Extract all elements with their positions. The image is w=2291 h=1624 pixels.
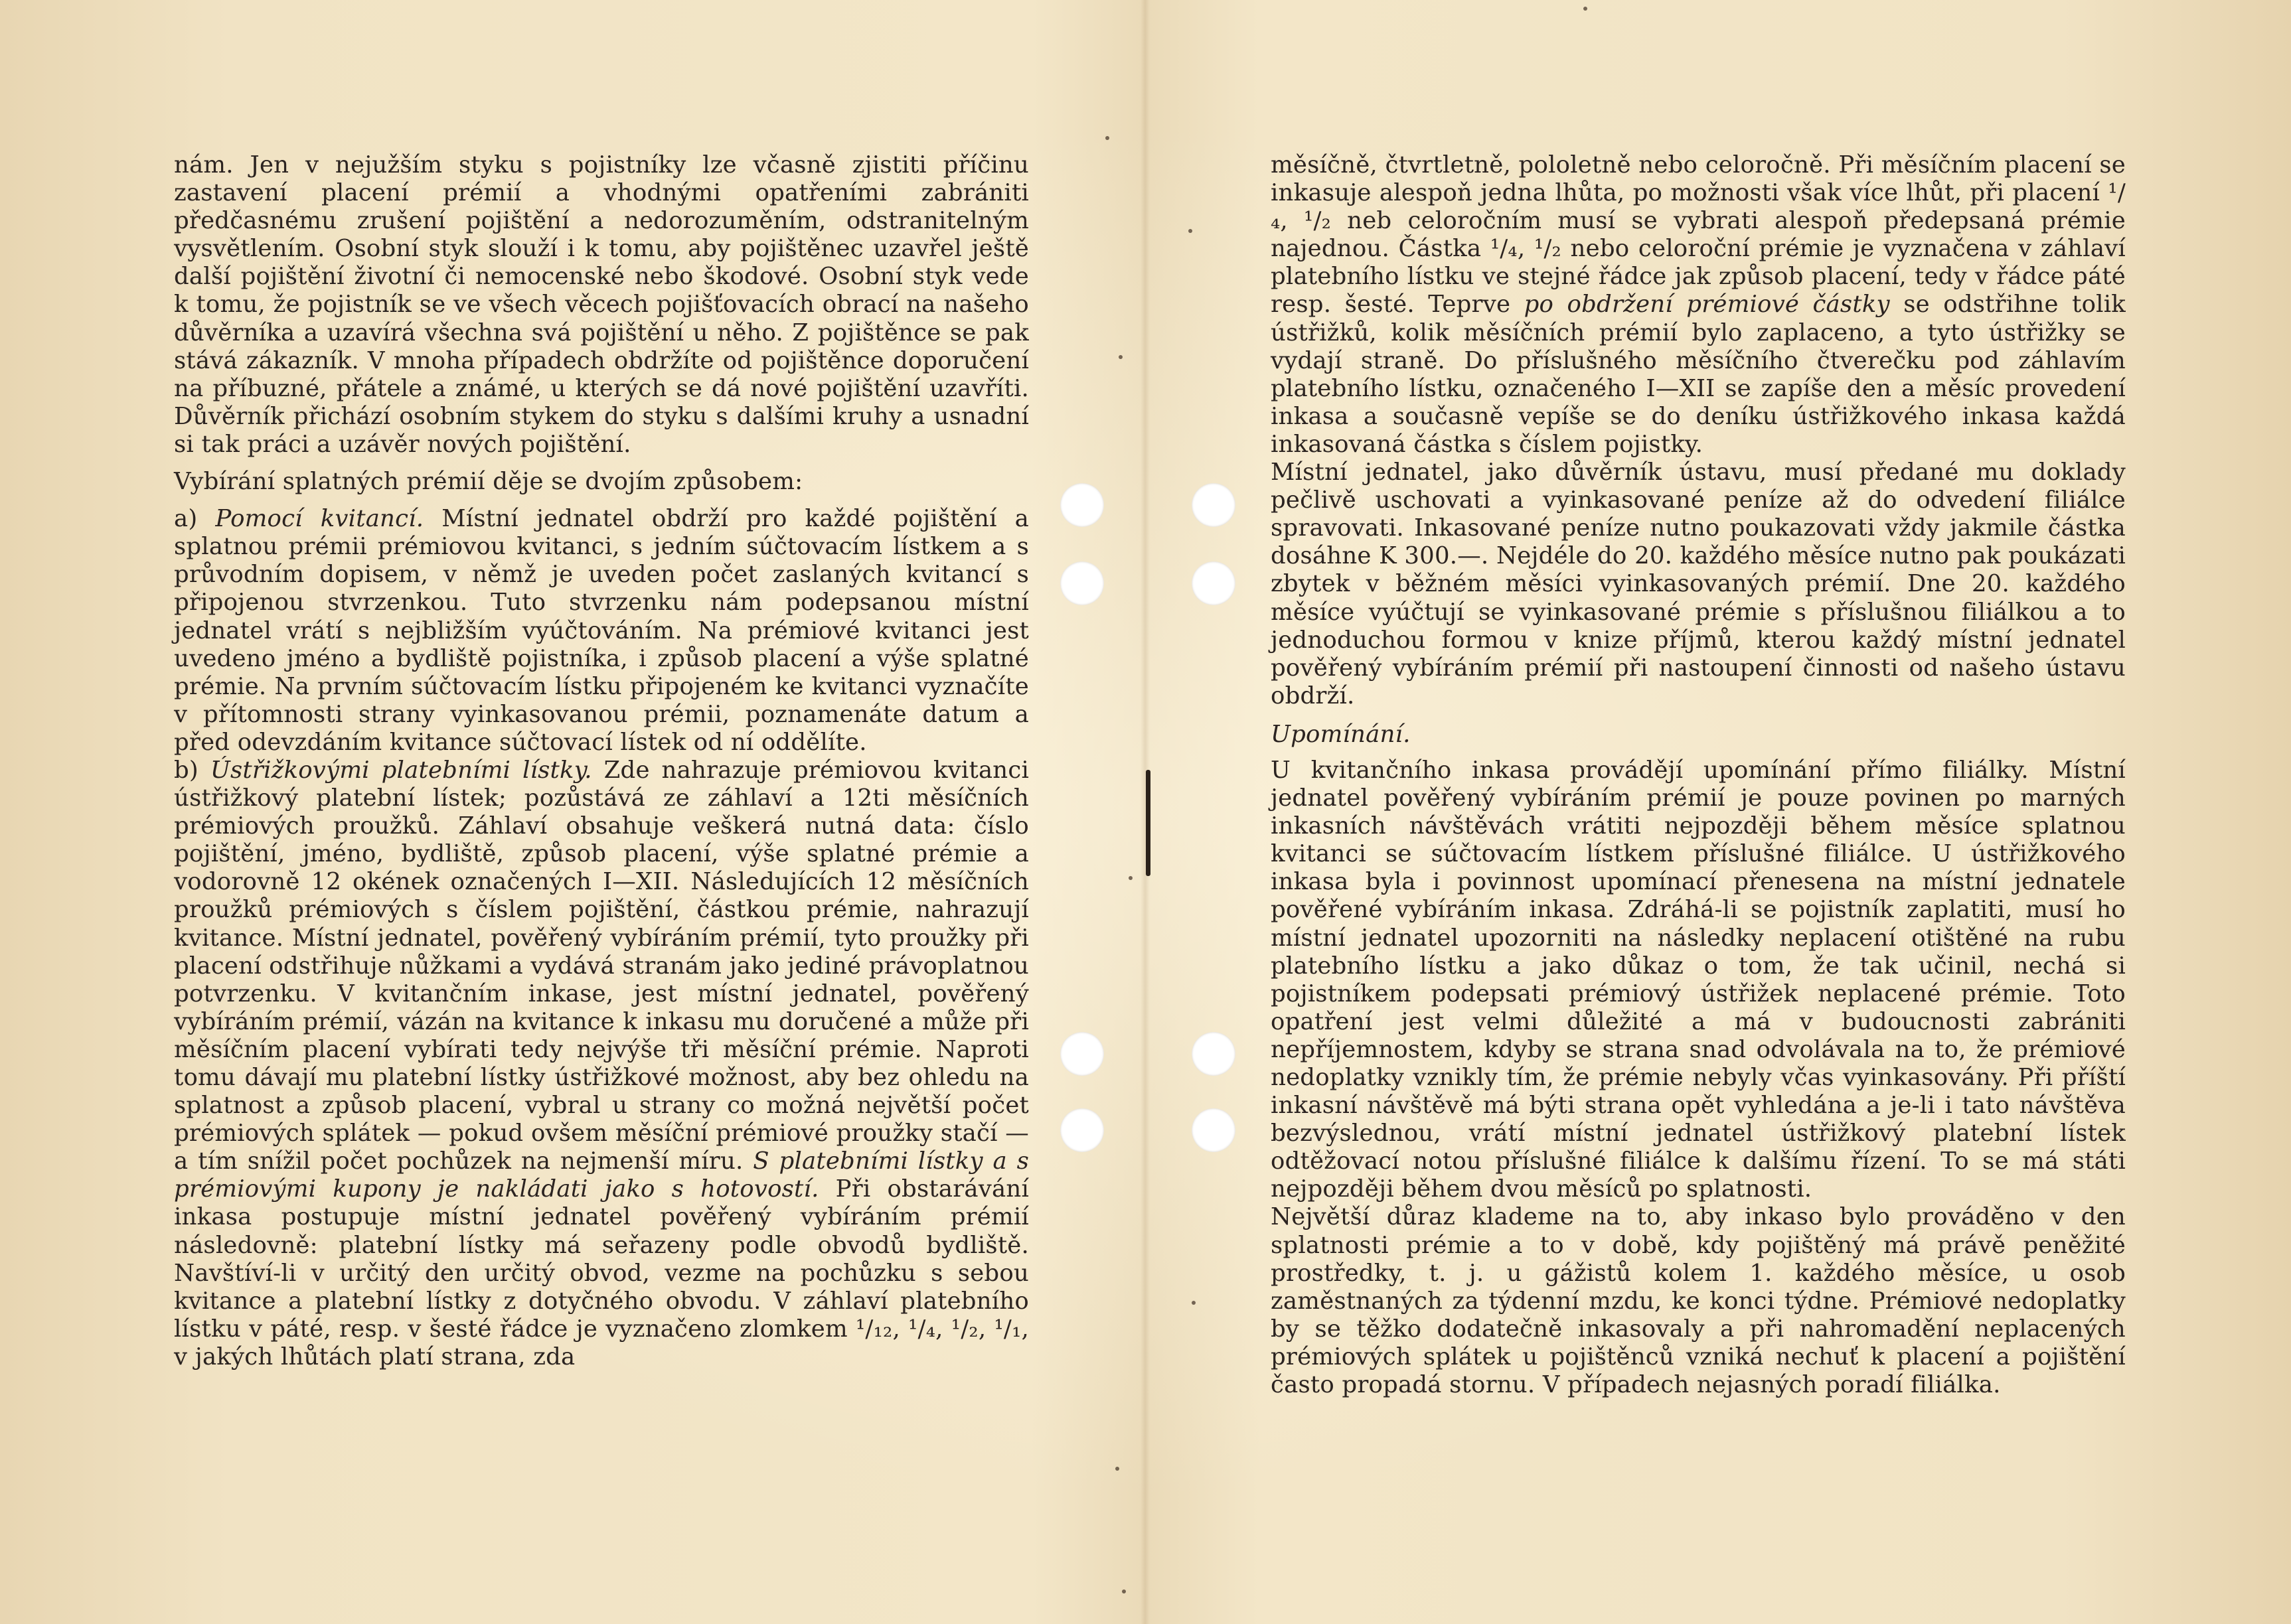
left-page-text: [174, 151, 1029, 1371]
item-b-label: b): [174, 756, 210, 784]
punch-hole: [1060, 1108, 1104, 1152]
punch-hole: [1060, 483, 1104, 527]
paper-speck: [1188, 229, 1192, 233]
punch-hole: [1060, 561, 1104, 605]
item-a-title: Pomocí kvitancí.: [215, 505, 424, 533]
paper-speck: [1583, 7, 1587, 11]
punch-hole: [1192, 1108, 1235, 1152]
punch-hole: [1192, 561, 1235, 605]
right-paragraph-1-b: se odstřihne tolik ústřižků, kolik měsíčních prémií bylo zaplaceno, a tyto ústřižky se vydají straně. Do příslušného měsíčního čtverečku pod záhlavím platebního lístku, označeného I—XII se zapíše den a měsíc provedení inkasa a současně vepíše se do deníku ústřižkového inkasa každá inkasovaná částka s číslem pojistky.: [1271, 291, 2126, 458]
left-paragraph-2: Vybírání splatných prémií děje se dvojím způsobem:: [174, 468, 803, 496]
paper-speck: [1115, 1467, 1119, 1471]
right-paragraph-1-em: po obdržení prémiové částky: [1524, 291, 1890, 319]
item-b: [174, 757, 1029, 1371]
right-paragraph-3: U kvitančního inkasa provádějí upomínání přímo filiálky. Místní jednatel pověřený vybíráním prémií je pouze povinen po marných inkasních návštěvách vrátiti nejpozději během měsíce splatnou kvitanci se súčtovacím lístkem příslušné filiálce. U ústřižkového inkasa byla i povinnost upomínací přenesena na místní jednatele pověřené vybíráním inkasa. Zdráhá-li se pojistník zaplatiti, musí ho místní jednatel upozorniti na následky neplacení otištěné na rubu platebního lístku a jako důkaz o tom, že tak učinil, nechá si pojistníkem podepsati prémiový ústřižek neplacené prémie. Toto opatření jest velmi důležité a má v budoucnosti zabrániti nepříjemnostem, kdyby se strana snad odvolávala na to, že prémiové nedoplatky vznikly tím, že prémie nebyly včas vyinkasovány. Při příští inkasní návštěvě má býti strana opět vyhledána a je-li i tato návštěva bezvýslednou, vrátí místní jednatel ústřižkový platební lístek odtěžovací notou příslušné filiálce k dalšímu řízení. To se má státi nejpozději během dvou měsíců po splatnosti.: [1271, 756, 2126, 1203]
right-paragraph-2: Místní jednatel, jako důvěrník ústavu, musí předané mu doklady pečlivě uschovati a vyinkasované peníze až do odvedení filiálce spravovati. Inkasované peníze nutno poukazovati vždy jakmile částka dosáhne K 300.—. Nejdéle do 20. každého měsíce nutno pak poukázati zbytek v běžném měsíci vyinkasovaných prémií. Dne 20. každého měsíce vyúčtují se vyinkasované prémie s příslušnou filiálkou a to jednoduchou formou v knize příjmů, kterou každý místní jednatel pověřený vybíráním prémií při nastoupení činnosti od našeho ústavu obdrží.: [1271, 459, 2126, 709]
paper-speck: [1122, 1589, 1126, 1593]
punch-hole: [1192, 1032, 1235, 1076]
left-paragraph-1: nám. Jen v nejužším styku s pojistníky lze včasně zjistiti příčinu zastavení placení prémií a vhodnými opatřeními zabrániti předčasnému zrušení pojištění a nedorozuměním, odstranitelným vysvětlením. Osobní styk slouží i k tomu, aby pojištěnec uzavřel ještě další pojištění životní či nemocenské nebo škodové. Osobní styk vede k tomu, že pojistník se ve všech věcech pojišťovacích obrací na našeho důvěrníka a uzavírá všechna svá pojištění u něho. Z pojištěnce se pak stává zákazník. V mnoha případech obdržíte od pojištěnce doporučení na příbuzné, přátele a známé, u kterých se dá nové pojištění uzavříti. Důvěrník přichází osobním stykem do styku s dalšími kruhy a usnadní si tak práci a uzávěr nových pojištění.: [174, 151, 1029, 458]
item-b-emphasis: S platebními lístky a s prémiovými kupony je nakládati jako s hotovostí.: [174, 1147, 1029, 1203]
item-a-label: a): [174, 505, 216, 533]
item-a: [174, 505, 1029, 757]
item-b-title: Ústřižkovými platebními lístky.: [210, 756, 592, 784]
right-paragraph-4: Největší důraz klademe na to, aby inkaso bylo prováděno v den splatnosti prémie a to v době, kdy pojištěný má právě peněžité prostředky, t. j. u gážistů kolem 1. každého měsíce, u osob zaměstnaných za týdenní mzdu, ke konci týdne. Prémiové nedoplatky by se těžko dodatečně inkasovaly a při nahromadění neplacených prémiových splátek u pojištěnců vzniká nechuť k placení a pojištění často propadá stornu. V případech nejasných poradí filiálka.: [1271, 1203, 2126, 1399]
binding-mark: [1146, 770, 1150, 876]
paper-speck: [1129, 876, 1133, 880]
punch-hole: [1060, 1032, 1104, 1076]
section-heading-upominani: Upomínání.: [1271, 720, 1411, 748]
paper-speck: [1119, 355, 1123, 359]
paper-speck: [1192, 1301, 1196, 1305]
right-paragraph-1: [1271, 151, 2126, 459]
right-paragraph-1-a: měsíčně, čtvrtletně, pololetně nebo celoročně. Při měsíčním placení se inkasuje alespoň jedna lhůta, po možnosti však více lhůt, při placení ¹/₄, ¹/₂ neb celoročním musí se vybrati alespoň předepsaná prémie najednou. Částka ¹/₄, ¹/₂ nebo celoroční prémie je vyznačena v záhlaví platebního lístku ve stejné řádce jak způsob placení, tedy v řádce páté resp. šesté. Teprve: [1271, 151, 2126, 319]
right-page-text: [1271, 151, 2126, 1399]
item-a-text: Místní jednatel obdrží pro každé pojištění a splatnou prémii prémiovou kvitanci, s jedním súčtovacím lístkem a s průvodním dopisem, v němž je uveden počet zaslaných kvitancí s připojenou stvrzenkou. Tuto stvrzenku nám podepsanou místní jednatel vrátí s nejbližším vyúčtováním. Na prémiové kvitanci jest uvedeno jméno a bydliště pojistníka, i způsob placení a výše splatné prémie. Na prvním súčtovacím lístku připojeném ke kvitanci vyznačíte v přítomnosti strany vyinkasovanou prémii, poznamenáte datum a před odevzdáním kvitance súčtovací lístek od ní oddělíte.: [174, 505, 1029, 756]
punch-hole: [1192, 483, 1235, 527]
paper-speck: [1105, 136, 1109, 140]
item-b-text-2: Při obstarávání inkasa postupuje místní jednatel pověřený vybíráním prémií následovně: platební lístky má seřazeny podle obvodů bydliště. Navštíví-li v určitý den určitý obvod, vezme na pochůzku s sebou kvitance a platební lístky z dotyčného obvodu. V záhlaví platebního lístku v páté, resp. v šesté řádce je vyznačeno zlomkem ¹/₁₂, ¹/₄, ¹/₂, ¹/₁, v jakých lhůtách platí strana, zda: [174, 1175, 1029, 1370]
item-b-text-1: Zde nahrazuje prémiovou kvitanci ústřižkový platební lístek; pozůstává ze záhlaví a 12ti měsíčních prémiových proužků. Záhlaví obsahuje veškerá nutná data: číslo pojištění, jméno, bydliště, způsob placení, výše splatné prémie a vodorovně 12 okének označených I—XII. Následujících 12 měsíčních proužků prémiových s číslem pojištění, částkou prémie, nahrazují kvitance. Místní jednatel, pověřený vybíráním prémií, tyto proužky při placení odstřihuje nůžkami a vydává stranám jako jediné právoplatnou potvrzenku. V kvitančním inkase, jest místní jednatel, pověřený vybíráním prémií, vázán na kvitance k inkasu mu doručené a může při měsíčním placení vybírati tedy nejvýše tři měsíční prémie. Naproti tomu dávají mu platební lístky ústřižkové možnost, aby bez ohledu na splatnost a způsob placení, vybral u strany co možná největší počet prémiových splátek — pokud ovšem měsíční prémiové proužky stačí — a tím snížil počet pochůzek na nejmenší míru.: [174, 756, 1030, 1175]
